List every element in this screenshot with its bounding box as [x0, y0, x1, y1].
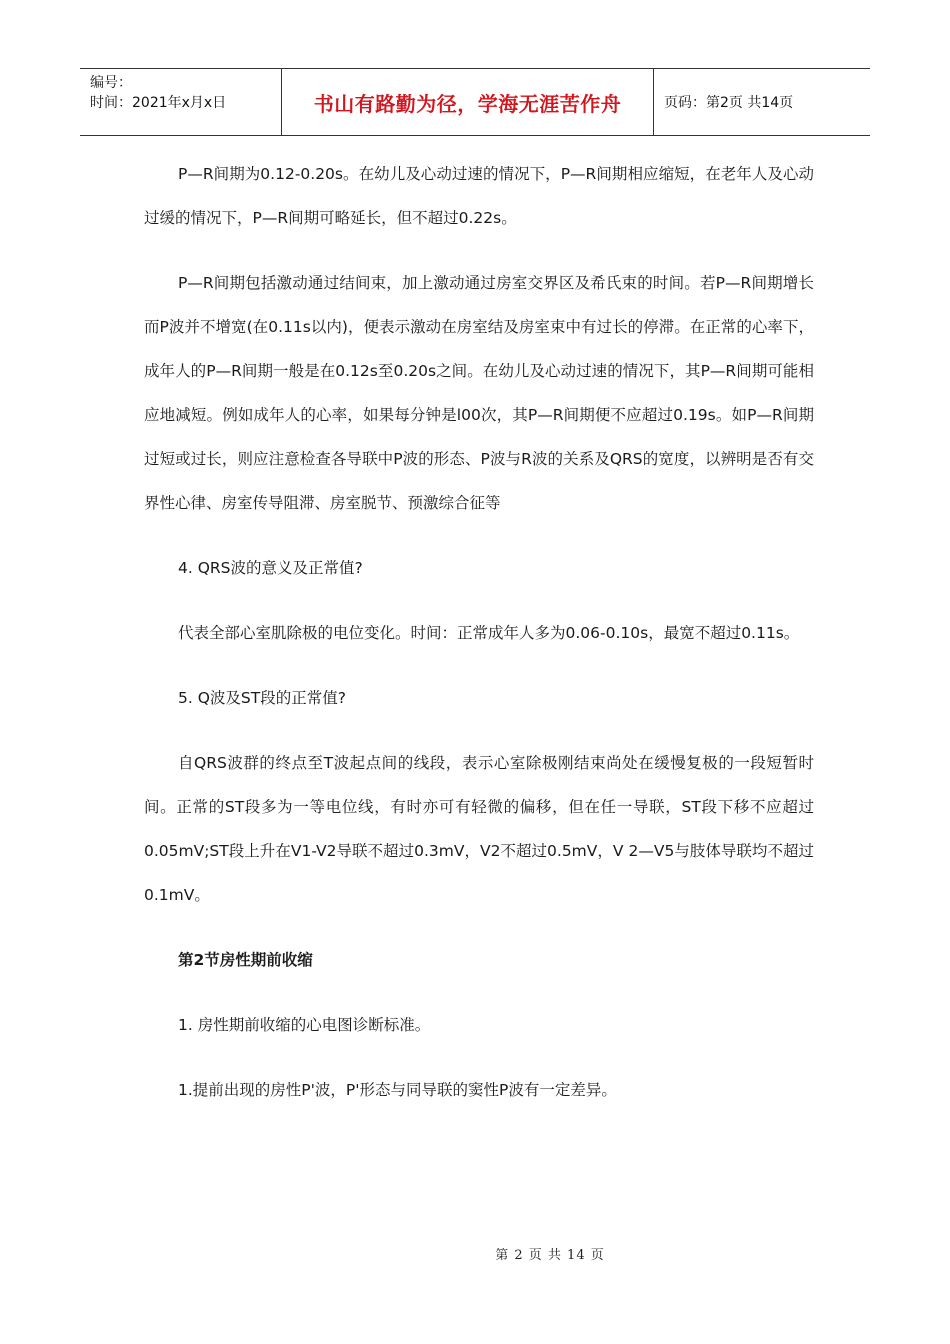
paragraph: P—R间期为0.12-0.20s。在幼儿及心动过速的情况下，P—R间期相应缩短，在老年人及心动过缓的情况下，P—R间期可略延长，但不超过0.22s。 [144, 165, 814, 227]
section-question: 5. Q波及ST段的正常值? [178, 689, 346, 707]
header-motto: 书山有路勤为径，学海无涯苦作舟 [281, 69, 654, 135]
page-header [80, 68, 870, 136]
header-meta [80, 69, 281, 135]
date-label: 时间：2021年x月x日 [90, 95, 227, 111]
paragraph: P—R间期包括激动通过结间束，加上激动通过房室交界区及希氏束的时间。若P—R间期增长而P波并不增宽(在0.11s以内)，便表示激动在房室结及房室束中有过长的停滞。在正常的心率下，成年人的P—R间期一般是在0.12s至0.20s之间。在幼儿及心动过速的情况下，其P—R间期可能相应地减短。例如成年人的心率，如果每分钟是l00次，其P—R间期便不应超过0.19s。如P—R间期过短或过长，则应注意检查各导联中P波的形态、P波与R波的关系及QRS的宽度，以辨明是否有交界性心律、房室传导阻滞、房室脱节、预激综合征等 [144, 274, 814, 512]
list-item: 1. 房性期前收缩的心电图诊断标准。 [178, 1016, 431, 1034]
page-footer: 第 2 页 共 14 页 [495, 1248, 605, 1263]
section-heading: 第2节房性期前收缩 [178, 951, 313, 969]
header-page-info: 页码：第2页 共14页 [664, 95, 794, 111]
paragraph: 代表全部心室肌除极的电位变化。时间：正常成年人多为0.06-0.10s，最宽不超过0.11s。 [178, 624, 800, 642]
list-item: 1.提前出现的房性P'波，P'形态与同导联的窦性P波有一定差异。 [178, 1081, 617, 1099]
document-body [144, 152, 814, 1133]
paragraph: 自QRS波群的终点至T波起点间的线段，表示心室除极刚结束尚处在缓慢复极的一段短暂时间。正常的ST段多为一等电位线，有时亦可有轻微的偏移，但在任一导联，ST段下移不应超过0.05mV;ST段上升在V1-V2导联不超过0.3mV，V2不超过0.5mV，V 2—V5与肢体导联均不超过0.1mV。 [144, 754, 814, 904]
number-label: 编号： [90, 75, 132, 91]
section-question: 4. QRS波的意义及正常值? [178, 559, 363, 577]
